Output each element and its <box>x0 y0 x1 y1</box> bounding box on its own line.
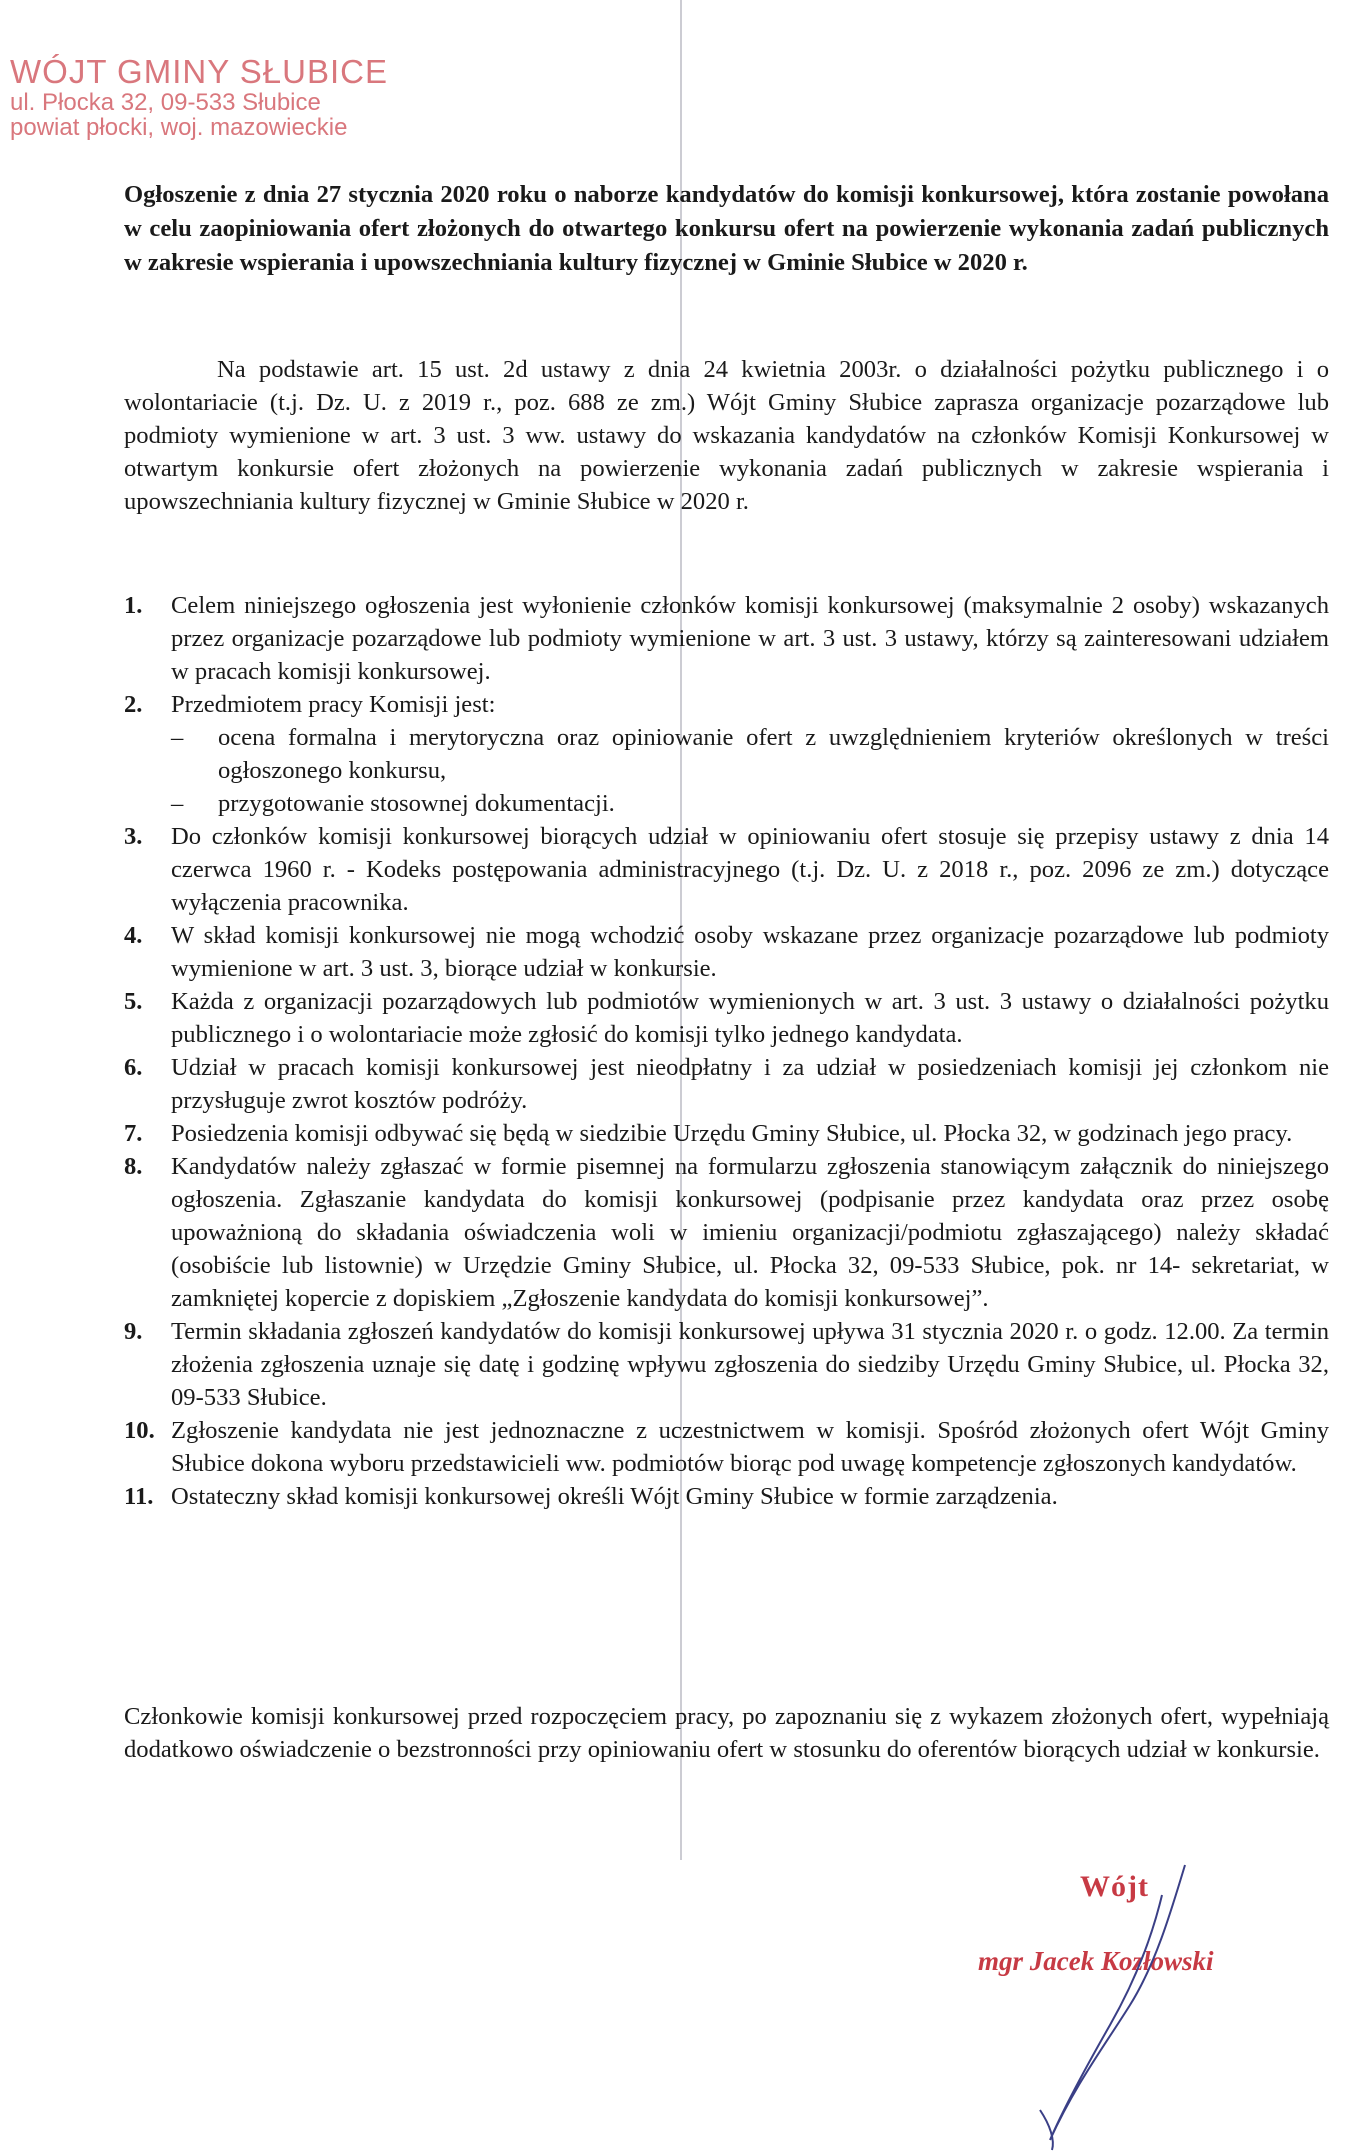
list-item-number: 1. <box>124 592 143 619</box>
intro-paragraph: Na podstawie art. 15 ust. 2d ustawy z dnia 24 kwietnia 2003r. o działalności pożytku publicznego i o wolontariacie (t.j. Dz. U. z 2019 r., poz. 688 ze zm.) Wójt Gminy Słubice zaprasza organizacje pozarządowe lub podmioty wymienione w art. 3 ust. 3 ww. ustawy do wskazania kandydatów na członków Komisji Konkursowej w otwartym konkursie ofert złożonych na powierzenie wykonania zadań publicznych w zakresie wspierania i upowszechniania kultury fizycznej w Gminie Słubice w 2020 r. <box>124 356 1329 515</box>
list-item-text: Zgłoszenie kandydata nie jest jednoznaczne z uczestnictwem w komisji. Spośród złożonych ofert Wójt Gminy Słubice dokona wyboru przedstawicieli ww. podmiotów biorąc pod uwagę kompetencje zgłoszonych kandydatów. <box>171 1417 1329 1477</box>
list-item-text: Termin składania zgłoszeń kandydatów do komisji konkursowej upływa 31 stycznia 2020 r. o godz. 12.00. Za termin złożenia zgłoszenia uznaje się datę i godzinę wpływu zgłoszenia do siedziby Urzędu Gminy Słubice, ul. Płocka 32, 09-533 Słubice. <box>171 1318 1329 1411</box>
stamp-region: powiat płocki, woj. mazowieckie <box>10 113 348 141</box>
list-item-text: Udział w pracach komisji konkursowej jest nieodpłatny i za udział w posiedzeniach komisji jej członkom nie przysługuje zwrot kosztów podróży. <box>171 1054 1329 1114</box>
list-item <box>124 1051 1329 1117</box>
list-item <box>124 1150 1329 1315</box>
document-heading: Ogłoszenie z dnia 27 stycznia 2020 roku o naborze kandydatów do komisji konkursowej, która zostanie powołana w celu zaopiniowania ofert złożonych do otwartego konkursu ofert na powierzenie wykonania zadań publicznych w zakresie wspierania i upowszechniania kultury fizycznej w Gminie Słubice w 2020 r. <box>124 181 1329 276</box>
sub-item-text: przygotowanie stosownej dokumentacji. <box>218 790 615 817</box>
list-item-number: 11. <box>124 1483 154 1510</box>
list-item-number: 3. <box>124 823 143 850</box>
office-stamp <box>10 55 388 140</box>
handwritten-signature <box>980 1855 1210 2155</box>
list-item-number: 4. <box>124 922 143 949</box>
list-item <box>124 1315 1329 1414</box>
list-item-number: 2. <box>124 691 143 718</box>
list-item <box>124 985 1329 1051</box>
sub-item <box>171 721 1329 787</box>
list-item-text: Ostateczny skład komisji konkursowej określi Wójt Gminy Słubice w formie zarządzenia. <box>171 1483 1058 1510</box>
list-item-text: Kandydatów należy zgłaszać w formie pisemnej na formularzu zgłoszenia stanowiącym załącznik do niniejszego ogłoszenia. Zgłaszanie kandydata do komisji konkursowej (podpisanie przez kandydata oraz przez osobę upoważnioną do składania oświadczenia woli w imieniu organizacji/podmiotu zgłaszającego) należy składać (osobiście lub listownie) w Urzędzie Gminy Słubice, ul. Płocka 32, 09-533 Słubice, pok. nr 14- sekretariat, w zamkniętej kopercie z dopiskiem „Zgłoszenie kandydata do komisji konkursowej”. <box>171 1153 1329 1312</box>
list-item-text: Posiedzenia komisji odbywać się będą w siedzibie Urzędu Gminy Słubice, ul. Płocka 32, w godzinach jego pracy. <box>171 1120 1293 1147</box>
list-item-text: Przedmiotem pracy Komisji jest: <box>171 691 496 718</box>
list-item-text: Celem niniejszego ogłoszenia jest wyłonienie członków komisji konkursowej (maksymalnie 2 osoby) wskazanych przez organizacje pozarządowe lub podmioty wymienione w art. 3 ust. 3 ustawy, którzy są zainteresowani udziałem w pracach komisji konkursowej. <box>171 592 1329 685</box>
list-item-number: 6. <box>124 1054 143 1081</box>
list-item-number: 10. <box>124 1417 155 1444</box>
signature-name: mgr Jacek Kozłowski <box>978 1946 1214 1976</box>
closing-paragraph: Członkowie komisji konkursowej przed rozpoczęciem pracy, po zapoznaniu się z wykazem złożonych ofert, wypełniają dodatkowo oświadczenie o bezstronności przy opiniowaniu ofert w stosunku do oferentów biorących udział w konkursie. <box>124 1703 1329 1763</box>
list-item <box>124 820 1329 919</box>
stamp-address: ul. Płocka 32, 09-533 Słubice <box>10 88 321 116</box>
list-item <box>124 589 1329 688</box>
numbered-list <box>124 589 1329 1513</box>
list-item-text: Każda z organizacji pozarządowych lub podmiotów wymienionych w art. 3 ust. 3 ustawy o działalności pożytku publicznego i o wolontariacie może zgłosić do komisji tylko jednego kandydata. <box>171 988 1329 1048</box>
stamp-title: WÓJT GMINY SŁUBICE <box>10 53 389 90</box>
list-item-number: 5. <box>124 988 143 1015</box>
sub-item <box>171 787 1329 820</box>
list-item-number: 7. <box>124 1120 143 1147</box>
list-item <box>124 1414 1329 1480</box>
sub-item-dash: – <box>171 724 184 751</box>
list-item-text: Do członków komisji konkursowej biorących udział w opiniowaniu ofert stosuje się przepisy ustawy z dnia 14 czerwca 1960 r. - Kodeks postępowania administracyjnego (t.j. Dz. U. z 2018 r., poz. 2096 ze zm.) dotyczące wyłączenia pracownika. <box>171 823 1329 916</box>
sub-item-dash: – <box>171 790 184 817</box>
list-item-number: 8. <box>124 1153 143 1180</box>
list-item <box>124 688 1329 820</box>
list-item <box>124 1480 1329 1513</box>
sub-item-text: ocena formalna i merytoryczna oraz opiniowanie ofert z uwzględnieniem kryteriów określonych w treści ogłoszonego konkursu, <box>218 724 1329 784</box>
list-item-text: W skład komisji konkursowej nie mogą wchodzić osoby wskazane przez organizacje pozarządowe lub podmioty wymienione w art. 3 ust. 3, biorące udział w konkursie. <box>171 922 1329 982</box>
signature-title: Wójt <box>1080 1870 1149 1903</box>
list-item <box>124 1117 1329 1150</box>
list-item-number: 9. <box>124 1318 143 1345</box>
list-item <box>124 919 1329 985</box>
